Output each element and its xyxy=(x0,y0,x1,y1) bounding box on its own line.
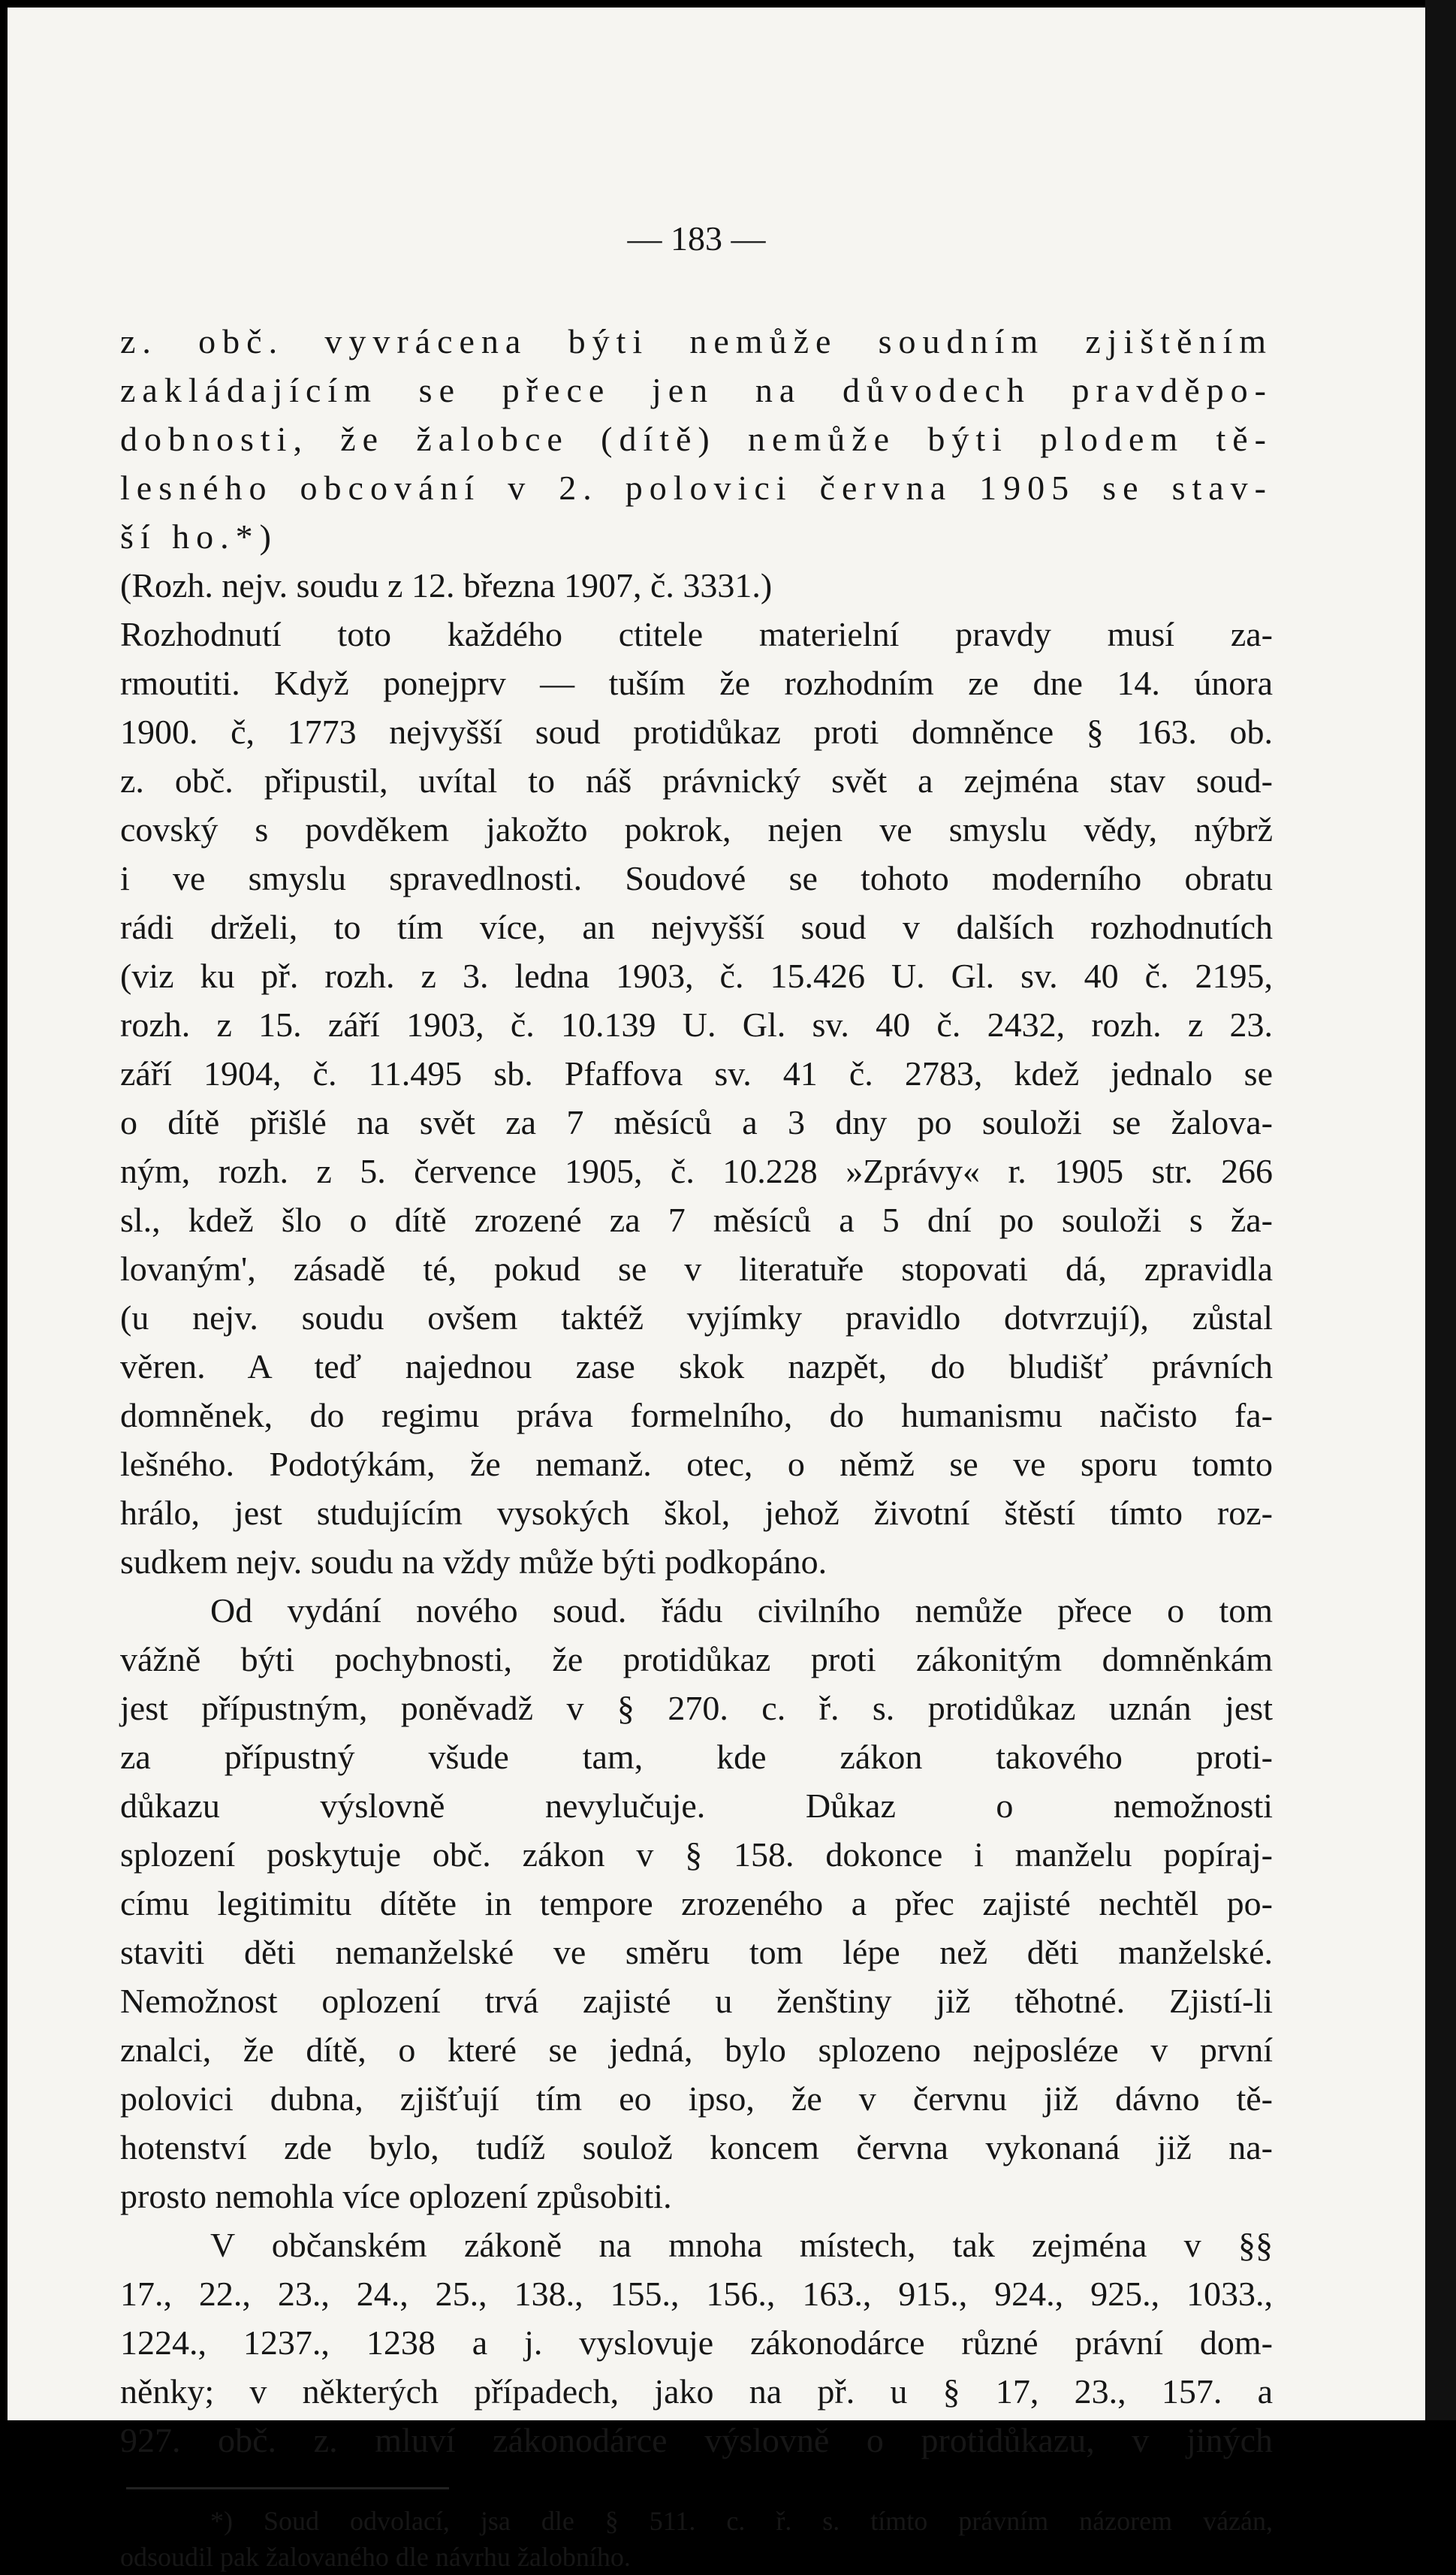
page-number: — 183 — xyxy=(627,219,766,258)
text-line: lesného obcování v 2. polovici června 1905 se stav- xyxy=(120,469,1273,507)
text-line: (viz ku př. rozh. z 3. ledna 1903, č. 15.426 U. Gl. sv. 40 č. 2195, xyxy=(120,957,1273,995)
text-line: 1224., 1237., 1238 a j. vyslovuje zákonodárce různé právní dom- xyxy=(120,2323,1273,2362)
text-line: polovici dubna, zjišťují tím eo ipso, že v červnu již dávno tě- xyxy=(120,2079,1273,2118)
text-line: zakládajícím se přece jen na důvodech pravděpo- xyxy=(120,371,1273,409)
text-line: znalci, že dítě, o které se jedná, bylo splozeno nejposléze v první xyxy=(120,2031,1273,2069)
text-line: 927. obč. z. mluví zákonodárce výslovně o protidůkazu, v jiných xyxy=(120,2421,1273,2459)
paragraph-civil-code xyxy=(120,2221,1273,2465)
text-line: (Rozh. nejv. soudu z 12. března 1907, č. 3331.) xyxy=(120,566,773,605)
paragraph-citation xyxy=(120,561,1273,610)
text-line: důkazu výslovně nevylučuje. Důkaz o nemožnosti xyxy=(120,1787,1273,1825)
text-line: hotenství zde bylo, tudíž soulož koncem června vykonaná již na- xyxy=(120,2128,1273,2166)
text-line: V občanském zákoně na mnoha místech, tak zejména v §§ xyxy=(210,2226,1273,2264)
footnote-divider xyxy=(126,2487,449,2489)
text-line: září 1904, č. 11.495 sb. Pfaffova sv. 41 č. 2783, kdež jednalo se xyxy=(120,1054,1273,1093)
text-line: ným, rozh. z 5. července 1905, č. 10.228 »Zprávy« r. 1905 str. 266 xyxy=(120,1152,1273,1190)
footnote xyxy=(120,2503,1273,2575)
paragraph-commentary xyxy=(120,610,1273,1586)
text-line: (u nejv. soudu ovšem taktéž vyjímky pravidlo dotvrzují), zůstal xyxy=(120,1298,1273,1337)
text-line: věren. A teď najednou zase skok nazpět, do bludišť právních xyxy=(120,1347,1273,1385)
text-line: ší ho.*) xyxy=(120,517,278,556)
scan-edge xyxy=(1425,0,1456,2420)
text-line: sl., kdež šlo o dítě zrozené za 7 měsíců a 5 dní po souloži s ža- xyxy=(120,1201,1273,1239)
page-content xyxy=(120,216,1273,2575)
text-line: lovaným', zásadě té, pokud se v literatuře stopovati dá, zpravidla xyxy=(120,1250,1273,1288)
text-line: Nemožnost oplození trvá zajisté u ženštiny již těhotné. Zjistí-li xyxy=(120,1982,1273,2020)
text-line: z. obč. připustil, uvítal to náš právnický svět a zejména stav soud- xyxy=(120,761,1273,800)
text-line: rádi drželi, to tím více, an nejvyšší soud v dalších rozhodnutích xyxy=(120,908,1273,946)
text-line: něnky; v některých případech, jako na př. u § 17, 23., 157. a xyxy=(120,2372,1273,2411)
text-line: lešného. Podotýkám, že nemanž. otec, o němž se ve sporu tomto xyxy=(120,1445,1273,1483)
text-line: 1900. č, 1773 nejvyšší soud protidůkaz proti domněnce § 163. ob. xyxy=(120,713,1273,751)
text-line: Od vydání nového soud. řádu civilního nemůže přece o tom xyxy=(210,1591,1273,1630)
text-line: staviti děti nemanželské ve směru tom lépe než děti manželské. xyxy=(120,1933,1273,1971)
paragraph-argument xyxy=(120,1586,1273,2221)
text-line: hrálo, jest studujícím vysokých škol, jehož životní štěstí tímto roz- xyxy=(120,1494,1273,1532)
footnote-line: odsoudil pak žalovaného dle návrhu žalobního. xyxy=(120,2542,631,2572)
text-line: prosto nemohla více oplození způsobiti. xyxy=(120,2177,672,2215)
text-line: jest přípustným, poněvadž v § 270. c. ř. s. protidůkaz uznán jest xyxy=(120,1689,1273,1727)
text-line: rozh. z 15. září 1903, č. 10.139 U. Gl. sv. 40 č. 2432, rozh. z 23. xyxy=(120,1006,1273,1044)
text-line: 17., 22., 23., 24., 25., 138., 155., 156., 163., 915., 924., 925., 1033., xyxy=(120,2275,1273,2313)
text-line: i ve smyslu spravedlnosti. Soudové se tohoto moderního obratu xyxy=(120,859,1273,897)
paragraph-quote xyxy=(120,317,1273,561)
text-line: splození poskytuje obč. zákon v § 158. dokonce i manželu popíraj- xyxy=(120,1835,1273,1874)
text-line: sudkem nejv. soudu na vždy může býti podkopáno. xyxy=(120,1542,827,1581)
text-line: domněnek, do regimu práva formelního, do humanismu načisto fa- xyxy=(120,1396,1273,1434)
text-line: Rozhodnutí toto každého ctitele materielní pravdy musí za- xyxy=(120,615,1273,653)
text-line: covský s povděkem jakožto pokrok, nejen ve smyslu vědy, nýbrž xyxy=(120,810,1273,849)
text-line: z. obč. vyvrácena býti nemůže soudním zjištěním xyxy=(120,322,1273,360)
text-line: rmoutiti. Když ponejprv — tuším že rozhodním ze dne 14. února xyxy=(120,664,1273,702)
text-line: címu legitimitu dítěte in tempore zrozeného a přec zajisté nechtěl po- xyxy=(120,1884,1273,1922)
text-line: vážně býti pochybnosti, že protidůkaz proti zákonitým domněnkám xyxy=(120,1640,1273,1678)
text-line: o dítě přišlé na svět za 7 měsíců a 3 dny po souloži se žalova- xyxy=(120,1103,1273,1141)
text-line: dobnosti, že žalobce (dítě) nemůže býti plodem tě- xyxy=(120,420,1273,458)
footnote-line: *) Soud odvolací, jsa dle § 511. c. ř. s. tímto právním názorem vázán, xyxy=(210,2506,1273,2536)
text-line: za přípustný všude tam, kde zákon takového proti- xyxy=(120,1738,1273,1776)
